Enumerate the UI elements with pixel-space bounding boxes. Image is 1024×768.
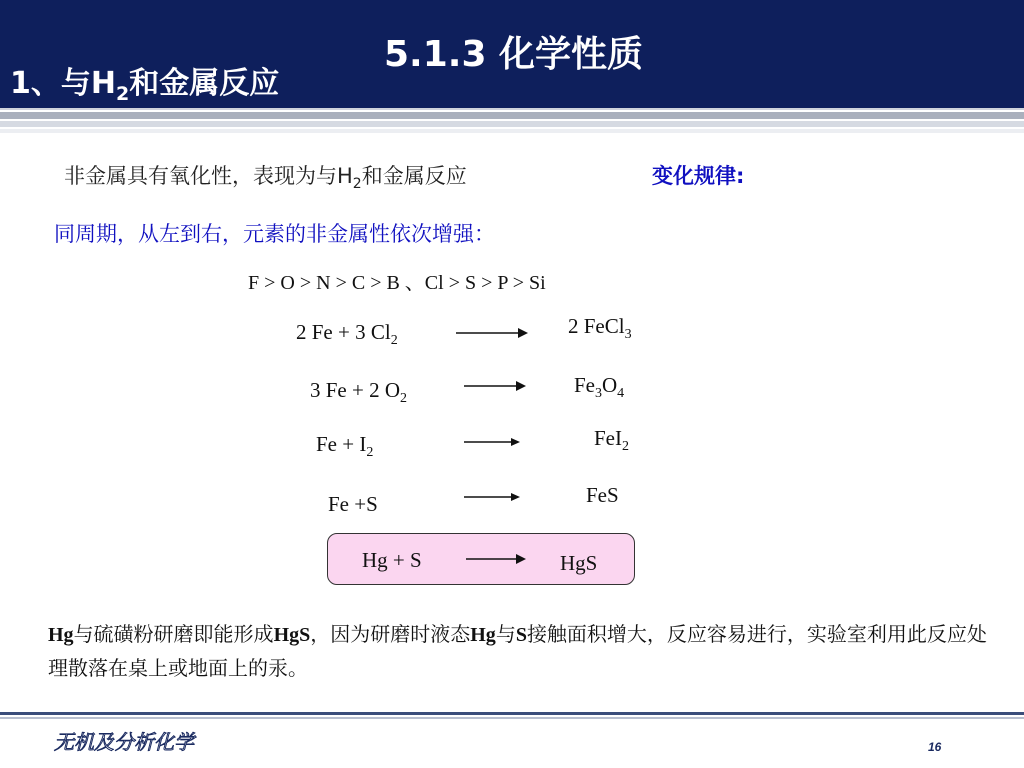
note-hgs: HgS [273, 624, 311, 646]
subtitle-subscript: 2 [115, 83, 130, 105]
reaction-4-arrow-icon [464, 491, 520, 503]
reaction-2-lhs-sub: 2 [400, 391, 408, 407]
reaction-2-product [574, 373, 624, 402]
slide-title: 5.1.3 化学性质 [384, 34, 644, 75]
header-band-2 [0, 121, 1024, 127]
header-band-3 [0, 129, 1024, 133]
reaction-1-lhs-sub: 2 [390, 333, 398, 349]
reaction-3-arrow-icon [464, 436, 520, 448]
reaction-5-lhs: Hg + S [362, 548, 422, 572]
reaction-1-lhs [296, 320, 398, 349]
reaction-3-lhs-sub: 2 [366, 445, 374, 461]
intro-prefix: 非金属具有氧化性，表现为与H [64, 164, 353, 188]
reaction-2-product-sub2: 4 [617, 386, 625, 402]
reaction-1-arrow-icon [456, 327, 528, 339]
intro-text [64, 160, 467, 192]
note-part-6: 与 [495, 622, 516, 646]
reaction-3-product [594, 426, 629, 455]
note-hg-2: Hg [470, 624, 496, 646]
reaction-3-lhs [316, 432, 373, 461]
reaction-2-product-sub: 3 [595, 386, 602, 402]
reaction-1-product-main: 2 FeCl [568, 314, 625, 338]
reaction-2-product-mid: O [602, 373, 618, 397]
reaction-2-lhs-main: 3 Fe + 2 O [310, 378, 401, 402]
footer-rule-light [0, 717, 1024, 719]
reaction-3-product-main: FeI [594, 426, 622, 450]
period-rule: 同周期，从左到右，元素的非金属性依次增强： [54, 222, 495, 246]
note-part-4: ，因为研磨时液态 [310, 622, 471, 646]
subtitle-suffix: 和金属反应 [129, 66, 280, 101]
reaction-3-product-sub: 2 [622, 439, 629, 455]
slide-header [0, 0, 1024, 110]
reaction-1-product [568, 314, 632, 343]
reaction-2-product-main: Fe [574, 373, 595, 397]
reaction-4-product: FeS [586, 483, 619, 507]
reaction-2-arrow-icon [464, 380, 526, 392]
nonmetal-order: F > O > N > C > B 、Cl > S > P > Si [248, 272, 546, 294]
page-number: 16 [928, 740, 942, 754]
explanation-note [48, 618, 998, 685]
reaction-5-product: HgS [560, 551, 598, 575]
reaction-1-product-sub: 3 [624, 327, 632, 343]
reaction-1-lhs-main: 2 Fe + 3 Cl [296, 320, 391, 344]
slide-subtitle [10, 58, 279, 105]
header-band-1 [0, 112, 1024, 119]
footer-course-name: 无机及分析化学 [54, 730, 194, 754]
reaction-3-lhs-main: Fe + I [316, 432, 367, 456]
footer-rule [0, 712, 1024, 715]
note-part-8: 接触面积增大，反应容易进行，实验室利用此反应处理散落在桌上或地面上的汞。 [48, 622, 987, 680]
reaction-2-lhs [310, 378, 407, 407]
subtitle-prefix: 1、与H [10, 66, 116, 101]
note-part-2: 与硫磺粉研磨即能形成 [73, 622, 274, 646]
intro-suffix: 和金属反应 [361, 164, 467, 188]
reaction-4-lhs: Fe +S [328, 492, 378, 516]
note-hg-1: Hg [48, 624, 74, 646]
note-s: S [515, 624, 527, 646]
rule-label: 变化规律: [652, 164, 745, 188]
intro-subscript: 2 [352, 176, 362, 193]
reaction-5-arrow-icon [466, 553, 526, 565]
